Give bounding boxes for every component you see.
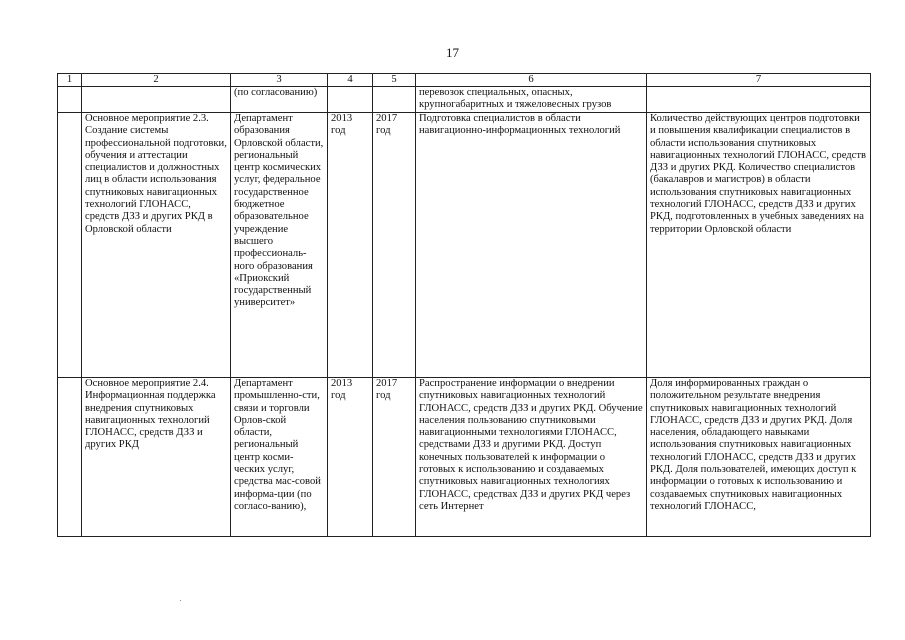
end-year-cell: 2017 год: [373, 113, 416, 378]
table-row: [58, 378, 871, 537]
result-cell: перевозок специальных, опасных, крупногабаритных и тяжеловесных грузов: [416, 87, 647, 113]
end-year-text: 2017 год: [376, 378, 398, 402]
indicator-cell: [647, 87, 871, 113]
header-cell: 4: [328, 74, 373, 87]
table-header-row: [58, 74, 871, 87]
indicator-cell: [647, 378, 871, 537]
end-year-cell: [373, 378, 416, 537]
header-cell: 2: [82, 74, 231, 87]
executor-cell: Департамент образования Орловской области, региональный центр космических услуг, федеральное государственное бюджетное образовательное учреждение высшего профессиональ-ного образования «Приокский государственный университет»: [231, 113, 328, 378]
start-year-cell: [328, 378, 373, 537]
start-year-cell: 2013 год: [328, 113, 373, 378]
indicator-text: Доля информированных граждан о положительном результате внедрения спутниковых навигационных технологий ГЛОНАСС, средств ДЗЗ и других РКД. Доля населения, обладающего навыками использования спутниковых навигационных технологий ГЛОНАСС, средств ДЗЗ и других РКД. Доля пользователей, имеющих доступ к информации о готовых к использованию и создаваемых спутниковых навигационных технологий ГЛОНАСС,: [650, 378, 857, 512]
page-number: 17: [446, 45, 459, 60]
start-year-cell: [328, 87, 373, 113]
scan-speck: [180, 600, 181, 601]
header-cell: 1: [58, 74, 82, 87]
row-number-cell: [58, 87, 82, 113]
result-cell: [416, 378, 647, 537]
result-text: Распространение информации о внедрении спутниковых навигационных технологий ГЛОНАСС, средств ДЗЗ и других РКД. Обучение населения пользованию спутниковыми навигационными технологиями ГЛОНАСС, средствами ДЗЗ и другими РКД. Доступ конечных пользователей к информации о готовых к использованию и создаваемых спутниковых навигационных технологиях ГЛОНАСС, средствах ДЗЗ и других РКД через сеть Интернет: [419, 378, 643, 512]
table-row: [58, 113, 871, 378]
result-cell: Подготовка специалистов в области навигационно-информационных технологий: [416, 113, 647, 378]
header-cell: 7: [647, 74, 871, 87]
row-number-cell: [58, 113, 82, 378]
executor-text: Департамент промышленно-сти, связи и торговли Орлов-ской области, региональный центр косми-ческих услуг, средства мас-совой информа-ции (по согласо-ванию),: [234, 378, 321, 512]
header-cell: 6: [416, 74, 647, 87]
header-cell: 5: [373, 74, 416, 87]
activity-cell: [82, 378, 231, 537]
activity-cell: [82, 87, 231, 113]
executor-cell: (по согласованию): [231, 87, 328, 113]
activity-text: Основное мероприятие 2.4. Информационная поддержка внедрения спутниковых навигационных технологий ГЛОНАСС, средств ДЗЗ и других РКД: [85, 378, 216, 451]
end-year-cell: [373, 87, 416, 113]
start-year-text: 2013 год: [331, 378, 353, 402]
table-row: [58, 87, 871, 113]
executor-cell: [231, 378, 328, 537]
activities-table: [57, 73, 871, 537]
activity-cell: Основное мероприятие 2.3. Создание системы профессиональной подготовки, обучения и аттестации специалистов и должностных лиц в области использования спутниковых навигационных технологий ГЛОНАСС, средств ДЗЗ и других РКД в Орловской области: [82, 113, 231, 378]
indicator-cell: Количество действующих центров подготовки и повышения квалификации специалистов в области использования спутниковых навигационных технологий ГЛОНАСС, средств ДЗЗ и других РКД. Количество специалистов (бакалавров и магистров) в области использования спутниковых навигационных технологий ГЛОНАСС, средств ДЗЗ и других РКД, подготовленных в учебных заведениях на территории Орловской области: [647, 113, 871, 378]
header-cell: 3: [231, 74, 328, 87]
row-number-cell: [58, 378, 82, 537]
row-number-text: [61, 378, 78, 536]
